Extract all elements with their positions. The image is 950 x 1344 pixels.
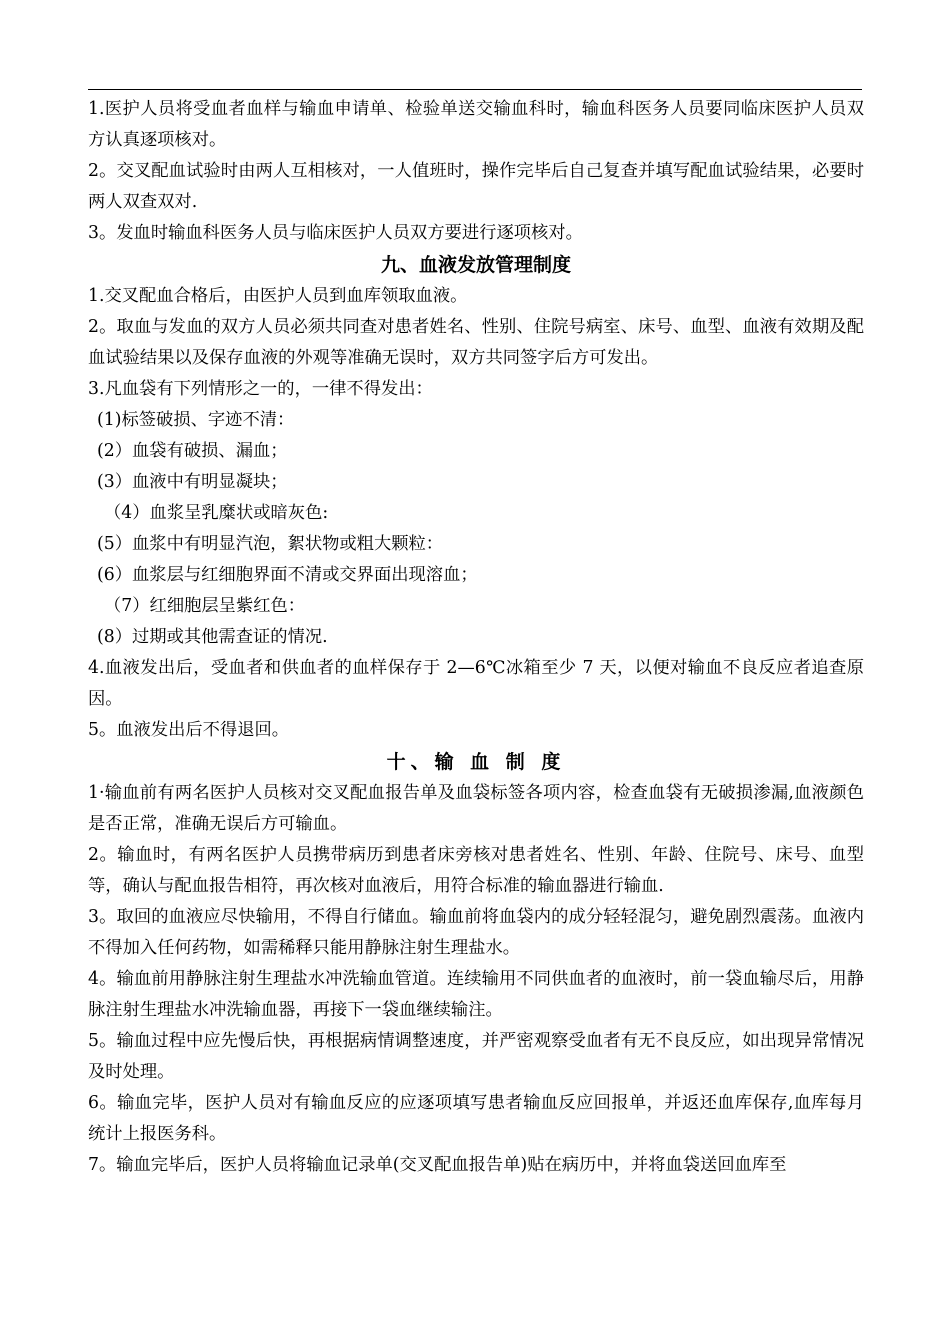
document-body bbox=[88, 94, 864, 1181]
sub-list-item: (3）血液中有明显凝块； bbox=[97, 472, 288, 492]
paragraph: 7。输血完毕后，医护人员将输血记录单(交叉配血报告单)贴在病历中，并将血袋送回血库至 bbox=[88, 1155, 787, 1175]
sub-list-item: (6）血浆层与红细胞界面不清或交界面出现溶血； bbox=[97, 565, 478, 585]
header-rule bbox=[88, 89, 862, 90]
sub-list-item: (8）过期或其他需查证的情况. bbox=[97, 627, 328, 647]
paragraph: 6。输血完毕，医护人员对有输血反应的应逐项填写患者输血反应回报单，并返还血库保存,血库每月统计上报医务科。 bbox=[88, 1093, 864, 1144]
paragraph: 2。输血时，有两名医护人员携带病历到患者床旁核对患者姓名、性别、年龄、住院号、床号、血型等，确认与配血报告相符，再次核对血液后，用符合标准的输血器进行输血. bbox=[88, 845, 864, 896]
paragraph: 1.医护人员将受血者血样与输血申请单、检验单送交输血科时，输血科医务人员要同临床医护人员双方认真逐项核对。 bbox=[88, 99, 864, 150]
sub-list-item: (5）血浆中有明显汽泡，絮状物或粗大颗粒： bbox=[97, 534, 444, 554]
section-heading: 九、血液发放管理制度 bbox=[380, 254, 571, 276]
paragraph: 3。发血时输血科医务人员与临床医护人员双方要进行逐项核对。 bbox=[88, 223, 583, 243]
sub-list-item: （7）红细胞层呈紫红色： bbox=[104, 596, 306, 616]
section-heading: 十、输 血 制 度 bbox=[386, 751, 566, 773]
sub-list-item: (2）血袋有破损、漏血； bbox=[97, 441, 288, 461]
paragraph: 1.交叉配血合格后，由医护人员到血库领取血液。 bbox=[88, 286, 468, 306]
sub-list-item: (1)标签破损、字迹不清： bbox=[97, 410, 295, 430]
paragraph: 3.凡血袋有下列情形之一的，一律不得发出： bbox=[88, 379, 433, 399]
paragraph: 4。输血前用静脉注射生理盐水冲洗输血管道。连续输用不同供血者的血液时，前一袋血输尽后，用静脉注射生理盐水冲洗输血器，再接下一袋血继续输注。 bbox=[88, 969, 864, 1020]
paragraph: 2。交叉配血试验时由两人互相核对，一人值班时，操作完毕后自己复查并填写配血试验结果，必要时两人双查双对. bbox=[88, 161, 864, 212]
paragraph: 5。血液发出后不得退回。 bbox=[88, 720, 290, 740]
paragraph: 3。取回的血液应尽快输用，不得自行储血。输血前将血袋内的成分轻轻混匀，避免剧烈震荡。血液内不得加入任何药物，如需稀释只能用静脉注射生理盐水。 bbox=[88, 907, 864, 958]
paragraph: 4.血液发出后，受血者和供血者的血样保存于 2—6℃冰箱至少 7 天，以便对输血不良反应者追查原因。 bbox=[88, 658, 864, 709]
paragraph: 5。输血过程中应先慢后快，再根据病情调整速度，并严密观察受血者有无不良反应，如出现异常情况及时处理。 bbox=[88, 1031, 864, 1082]
sub-list-item: （4）血浆呈乳糜状或暗灰色: bbox=[104, 503, 329, 523]
paragraph: 2。取血与发血的双方人员必须共同查对患者姓名、性别、住院号病室、床号、血型、血液有效期及配血试验结果以及保存血液的外观等准确无误时，双方共同签字后方可发出。 bbox=[88, 317, 864, 368]
paragraph: 1·输血前有两名医护人员核对交叉配血报告单及血袋标签各项内容，检查血袋有无破损渗漏,血液颜色是否正常，准确无误后方可输血。 bbox=[88, 783, 864, 834]
